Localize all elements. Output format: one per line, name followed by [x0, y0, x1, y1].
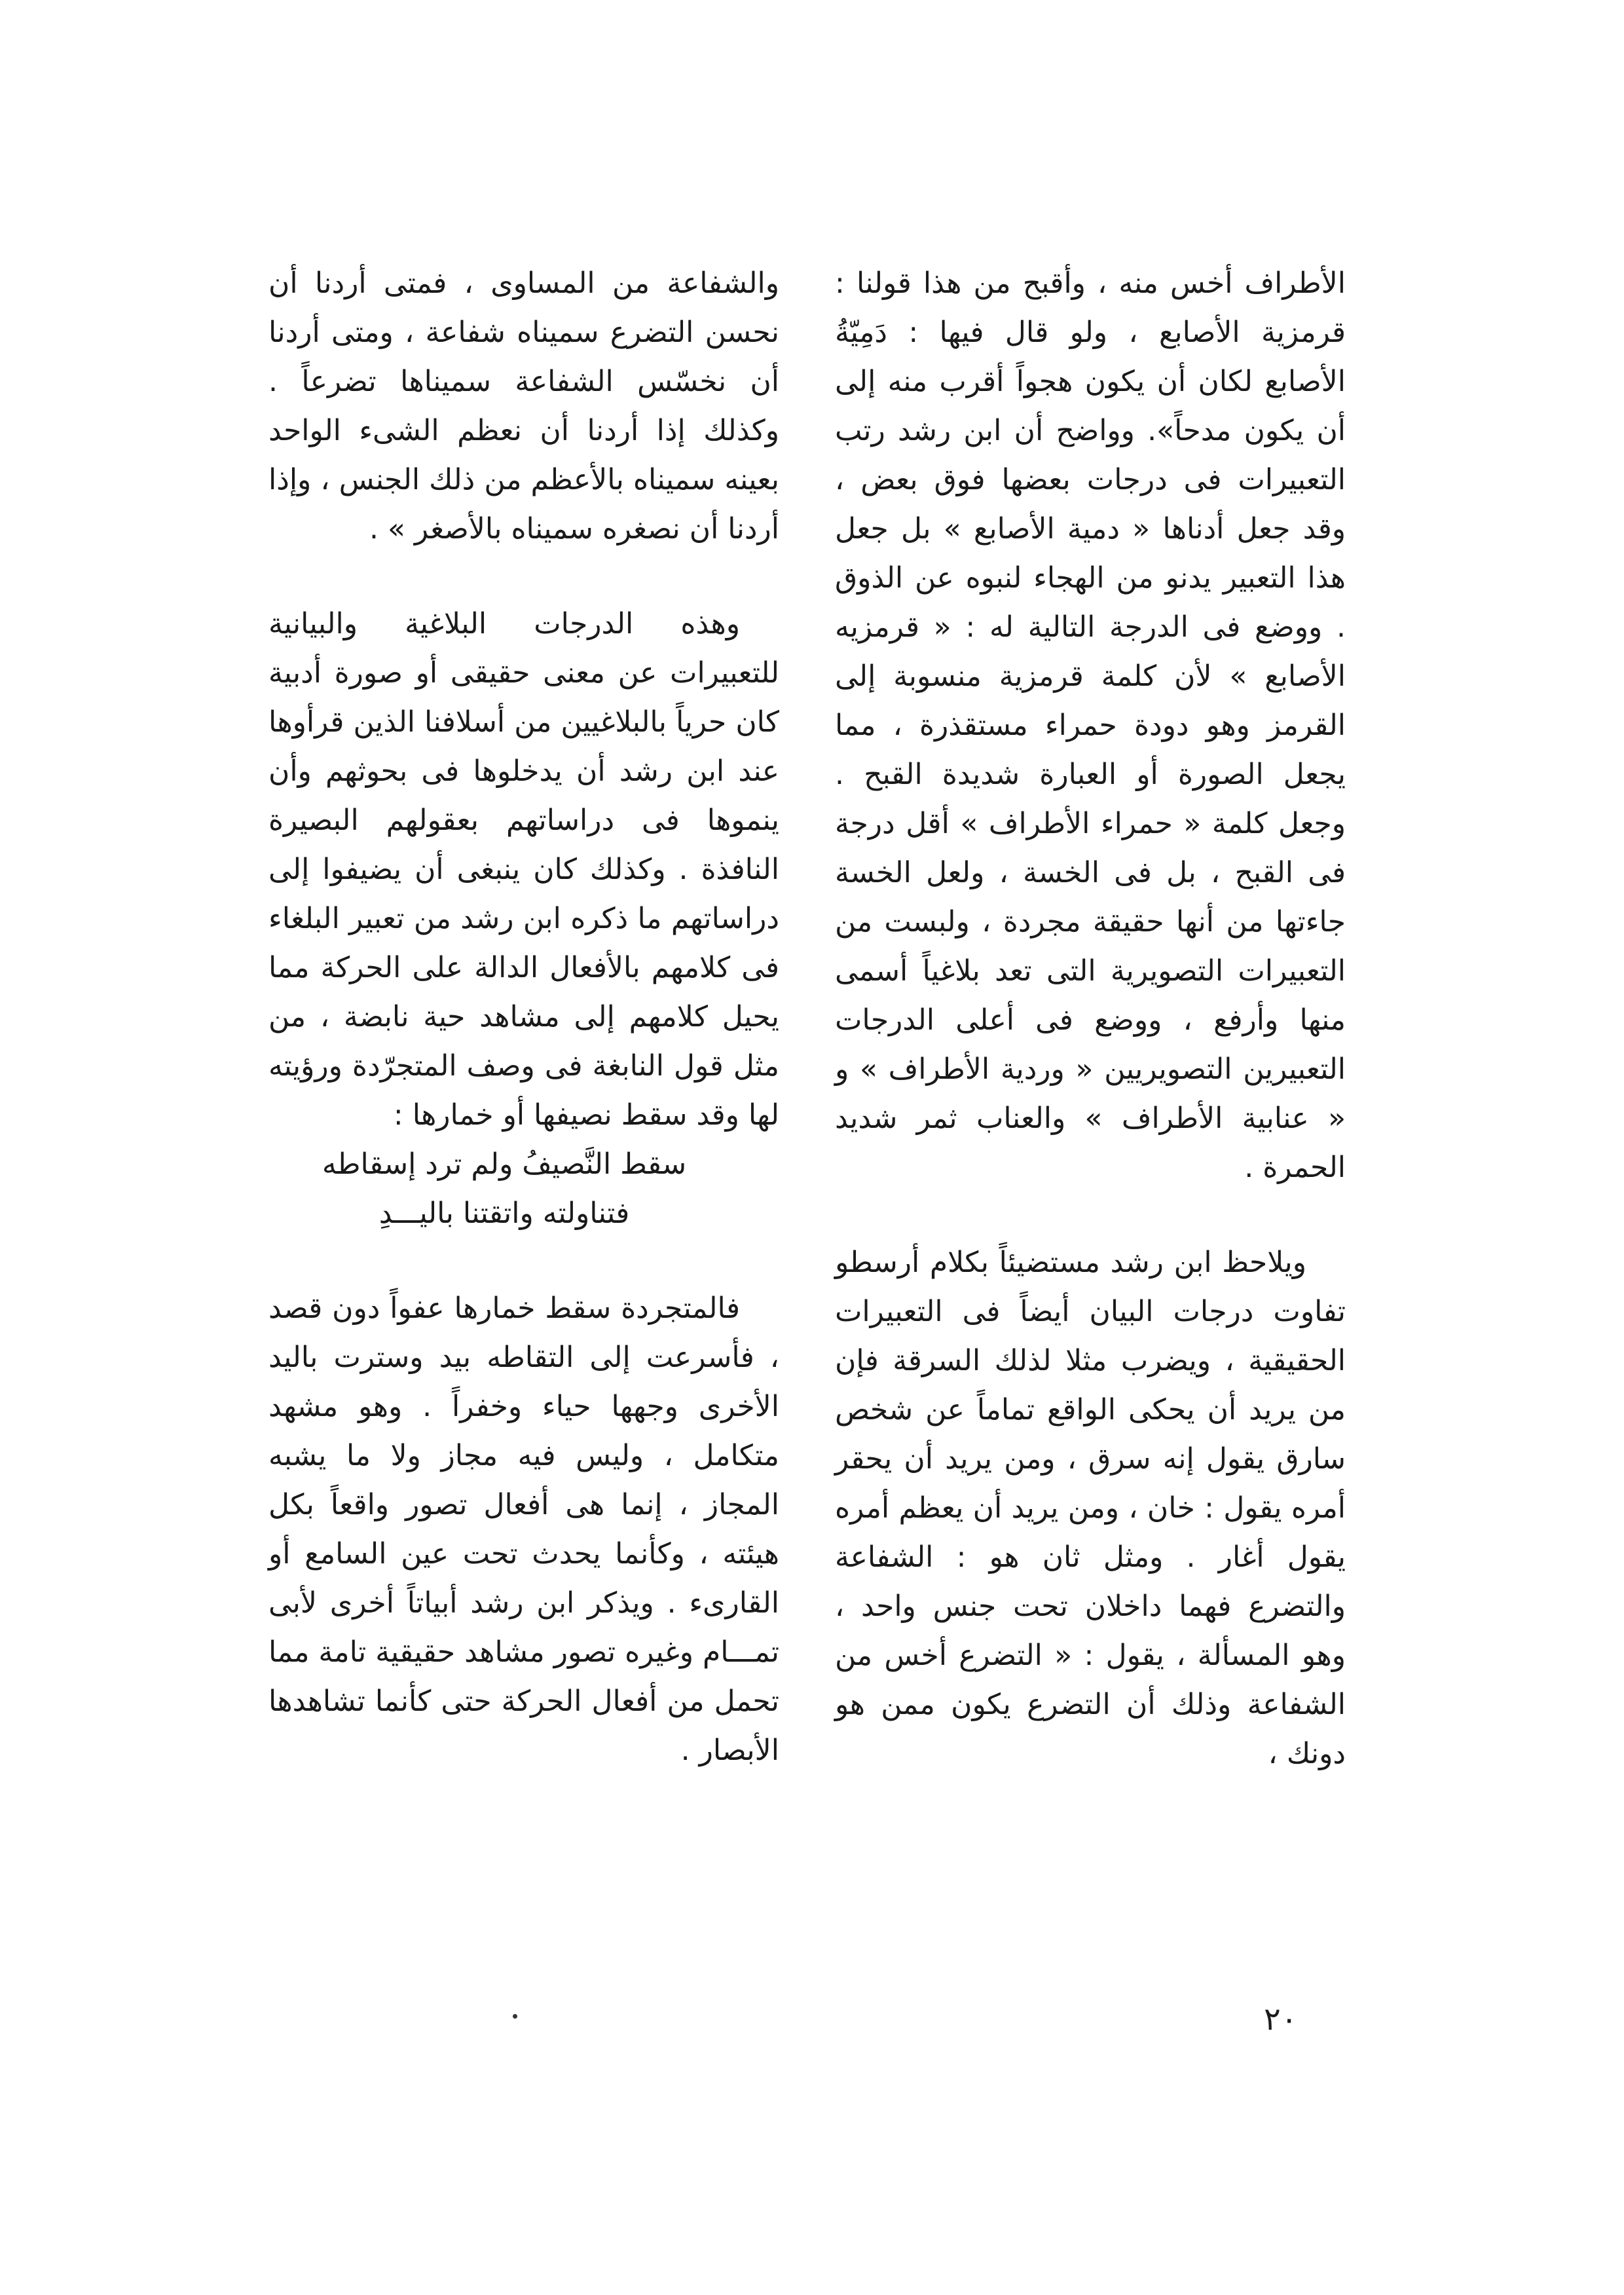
page-number: ٢٠: [1264, 2001, 1298, 2038]
verse-line-2: فتناولته واتقتنا باليـــدِ: [378, 1197, 630, 1230]
left-paragraph-3: فالمتجردة سقط خمارها عفواً دون قصد ، فأسرعت إلى التقاطه بيد وسترت باليد الأخرى وجهها حياء وخفراً . وهو مشهد متكامل ، وليس فيه مجاز ولا ما يشبه المجاز ، إنما هى أفعال تصور واقعاً بكل هيئته ، وكأنما يحدث تحت عين السامع أو القارىء . ويذكر ابن رشد أبياتاً أخرى لأبى تمـــام وغيره تصور مشاهد حقيقية تامة مما تحمل من أفعال الحركة حتى كأنما تشاهدها الأبصار .: [268, 1292, 779, 1767]
verse-line-1: سقط النَّصيفُ ولم ترد إسقاطه: [322, 1148, 687, 1181]
left-text-column: [268, 259, 779, 1775]
left-paragraph-1: والشفاعة من المساوى ، فمتى أردنا أن نحسن التضرع سميناه شفاعة ، ومتى أردنا أن نخسّس الشفاعة سميناها تضرعاً . وكذلك إذا أردنا أن نعظم الشىء الواحد بعينه سميناه بالأعظم من ذلك الجنس ، وإذا أردنا أن نصغره سميناه بالأصغر » .: [268, 267, 779, 546]
left-paragraph-2: وهذه الدرجات البلاغية والبيانية للتعبيرات عن معنى حقيقى أو صورة أدبية كان حرياً بالبلاغيين من أسلافنا الذين قرأوها عند ابن رشد أن يدخلوها فى بحوثهم وأن ينموها فى دراساتهم بعقولهم البصيرة النافذة . وكذلك كان ينبغى أن يضيفوا إلى دراساتهم ما ذكره ابن رشد من تعبير البلغاء فى كلامهم بالأفعال الدالة على الحركة مما يحيل كلامهم إلى مشاهد حية نابضة ، من مثل قول النابغة فى وصف المتجرّدة ورؤيته لها وقد سقط نصيفها أو خمارها :: [268, 607, 779, 1132]
poem-verse: [268, 1140, 779, 1238]
ink-speck: [513, 2014, 517, 2019]
right-paragraph-1: الأطراف أخس منه ، وأقبح من هذا قولنا : قرمزية الأصابع ، ولو قال فيها : دَمِيّةُ الأصابع لكان أن يكون هجواً أقرب منه إلى أن يكون مدحاً». وواضح أن ابن رشد رتب التعبيرات فى درجات بعضها فوق بعض ، وقد جعل أدناها « دمية الأصابع » بل جعل هذا التعبير يدنو من الهجاء لنبوه عن الذوق . ووضع فى الدرجة التالية له : « قرمزيه الأصابع » لأن كلمة قرمزية منسوبة إلى القرمز وهو دودة حمراء مستقذرة ، مما يجعل الصورة أو العبارة شديدة القبح . وجعل كلمة « حمراء الأطراف » أقل درجة فى القبح ، بل فى الخسة ، ولعل الخسة جاءتها من أنها حقيقة مجردة ، ولبست من التعبيرات التصويرية التى تعد بلاغياً أسمى منها وأرفع ، ووضع فى أعلى الدرجات التعبيرين التصويريين « وردية الأطراف » و « عنابية الأطراف » والعناب ثمر شديد الحمرة .: [835, 267, 1346, 1184]
right-paragraph-2: ويلاحظ ابن رشد مستضيئاً بكلام أرسطو تفاوت درجات البيان أيضاً فى التعبيرات الحقيقية ، ويضرب مثلا لذلك السرقة فإن من يريد أن يحكى الواقع تماماً عن شخص سارق يقول إنه سرق ، ومن يريد أن يحقر أمره يقول : خان ، ومن يريد أن يعظم أمره يقول أغار . ومثل ثان هو : الشفاعة والتضرع فهما داخلان تحت جنس واحد ، وهو المسألة ، يقول : « التضرع أخس من الشفاعة وذلك أن التضرع يكون ممن هو دونك ،: [835, 1246, 1346, 1770]
right-text-column: [835, 259, 1346, 1778]
